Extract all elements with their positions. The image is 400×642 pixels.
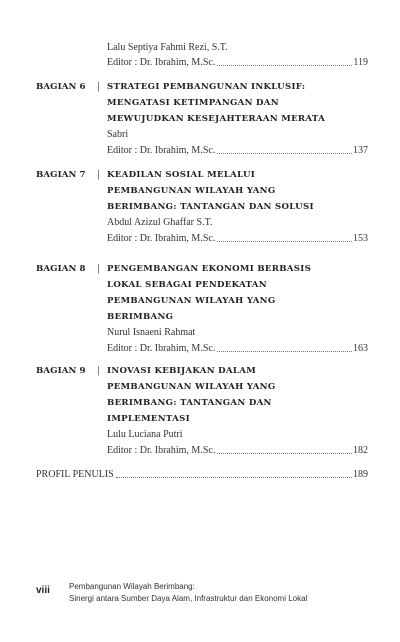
section-title-line: MEWUJUDKAN KESEJAHTERAAN MERATA xyxy=(107,114,326,124)
section-title-line: PEMBANGUNAN WILAYAH YANG xyxy=(107,186,276,196)
leader-dots xyxy=(217,231,352,243)
editor-text: Editor : Dr. Ibrahim, M.Sc. xyxy=(107,144,216,156)
page-number: 119 xyxy=(353,57,368,68)
separator: | xyxy=(97,264,101,274)
leader-dots xyxy=(217,341,352,353)
section-label: BAGIAN 9 xyxy=(36,366,86,376)
section-author: Nurul Isnaeni Rahmat xyxy=(107,327,196,338)
continued-author: Lalu Septiya Fahmi Rezi, S.T. xyxy=(107,42,228,53)
section-title-line: MENGATASI KETIMPANGAN DAN xyxy=(107,98,279,108)
section-title-line: BERIMBANG xyxy=(107,312,174,322)
editor-text: Editor : Dr. Ibrahim, M.Sc. xyxy=(107,444,216,456)
section-author: Sabri xyxy=(107,129,129,140)
section-title-line: KEADILAN SOSIAL MELALUI xyxy=(107,170,256,180)
section-title-line: BERIMBANG: TANTANGAN DAN SOLUSI xyxy=(107,202,314,212)
section-author: Abdul Azizul Ghaffar S.T. xyxy=(107,217,213,228)
leader-dots xyxy=(217,443,352,455)
footer-book-subtitle: Sinergi antara Sumber Daya Alam, Infrastruktur dan Ekonomi Lokal xyxy=(69,594,308,603)
section-editor-line xyxy=(107,443,368,459)
editor-text: Editor : Dr. Ibrahim, M.Sc. xyxy=(107,57,216,68)
section-editor-line xyxy=(107,231,368,247)
page-number: 189 xyxy=(353,469,368,480)
editor-text: Editor : Dr. Ibrahim, M.Sc. xyxy=(107,232,216,244)
section-title-line: PEMBANGUNAN WILAYAH YANG xyxy=(107,296,276,306)
section-title-line: LOKAL SEBAGAI PENDEKATAN xyxy=(107,280,267,290)
separator: | xyxy=(97,366,101,376)
section-title-line: INOVASI KEBIJAKAN DALAM xyxy=(107,366,257,376)
section-label: BAGIAN 6 xyxy=(36,82,86,92)
section-title-line: STRATEGI PEMBANGUNAN INKLUSIF: xyxy=(107,82,306,92)
section-author: Lulu Luciana Putri xyxy=(107,429,183,440)
section-editor-line xyxy=(107,341,368,357)
leader-dots xyxy=(217,55,352,66)
page-number: 137 xyxy=(353,144,368,156)
profil-label: PROFIL PENULIS xyxy=(36,469,114,480)
editor-text: Editor : Dr. Ibrahim, M.Sc. xyxy=(107,342,216,354)
page-number: 163 xyxy=(353,342,368,354)
section-label: BAGIAN 8 xyxy=(36,264,86,274)
section-title-line: IMPLEMENTASI xyxy=(107,414,190,424)
continued-editor-line[interactable] xyxy=(107,55,368,70)
section-title-line: PEMBANGUNAN WILAYAH YANG xyxy=(107,382,276,392)
page-number: 153 xyxy=(353,232,368,244)
separator: | xyxy=(97,82,101,92)
section-title-line: BERIMBANG: TANTANGAN DAN xyxy=(107,398,272,408)
continued-entry xyxy=(107,40,368,70)
page-number: 182 xyxy=(353,444,368,456)
leader-dots xyxy=(116,467,352,478)
section-title-line: PENGEMBANGAN EKONOMI BERBASIS xyxy=(107,264,312,274)
section-label: BAGIAN 7 xyxy=(36,170,86,180)
footer-page-number: viii xyxy=(36,585,50,596)
footer-book-title: Pembangunan Wilayah Berimbang: xyxy=(69,582,195,591)
toc-entry-profil-penulis[interactable] xyxy=(36,467,368,482)
separator: | xyxy=(97,170,101,180)
leader-dots xyxy=(217,143,352,155)
section-editor-line xyxy=(107,143,368,159)
